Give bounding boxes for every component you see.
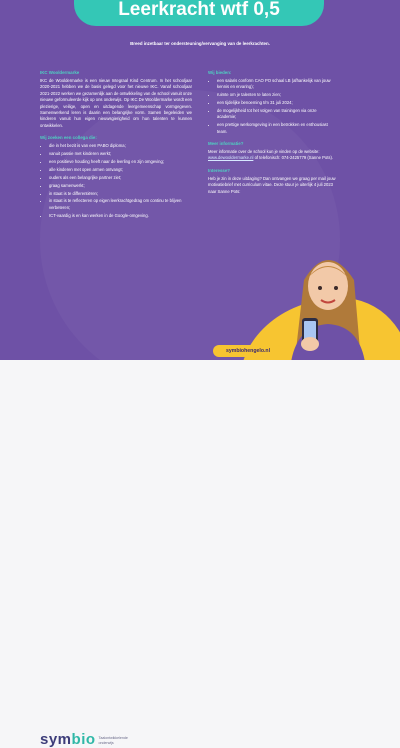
offer-heading: Wij bieden:	[208, 70, 232, 75]
looking-heading: Wij zoeken een collega die:	[40, 135, 97, 141]
list-item: • ICT-vaardig is en kan werken in de Google-omgeving.	[49, 213, 192, 219]
offer-list	[208, 78, 336, 135]
school-paragraph: IKC de Wooldermarke is een nieuw Integraal Kind Centrum. In het schooljaar 2020-2021 hebben we de basis gelegd voor het nieuwe IKC. Vanaf schooljaar 2021-2022 werken we gezamenlijk aan de ontwikkeling van de school vanuit onze nieuwe geformuleerde kijk op ons onderwijs. Op IKC De Wooldermarke wordt een plezierige, veilige, open en uitdagende leergemeenschap vormgegeven. Samenwerkend leren is daarin een belangrijke vorm. Samen begeleiden we kinderen vanuit hun eigen nieuwsgierigheid om hun talenten te kunnen ontwikkelen.	[40, 77, 193, 128]
list-item: • de mogelijkheid tot het volgen van trainingen via onze academie;	[217, 108, 336, 121]
website-link[interactable]: www.dewooldermarke.nl	[208, 155, 254, 161]
info-paragraph	[208, 149, 336, 162]
looking-list	[40, 143, 192, 219]
list-item: • een salaris conform CAO PO schaal LB (afhankelijk van jouw kennis en ervaring);	[217, 78, 336, 91]
logo-wordmark: symbio	[40, 731, 96, 748]
website-badge[interactable]: symbiohengelo.nl	[213, 345, 283, 357]
list-item: • die in het bezit is van een PABO diploma;	[49, 143, 192, 149]
logo-tagline: Taalontwikkelende onderwijs	[98, 736, 128, 745]
footer	[0, 360, 400, 748]
info-text-after: of telefonisch: 074-2425779 (Sanne Pots).	[254, 155, 334, 161]
left-column	[40, 70, 192, 225]
poster-subtitle: Breed inzetbaar ter ondersteuning/vervanging van de leerkrachten.	[130, 41, 270, 46]
vacancy-poster	[0, 0, 400, 360]
list-item: • in staat is te differentiëren;	[49, 191, 192, 197]
school-heading: IKC Wooldermarke	[40, 70, 80, 75]
list-item: • ouders als een belangrijke partner ziet;	[49, 175, 192, 181]
list-item: • een prettige werkomgeving in een betrokken en enthousiast team.	[217, 122, 336, 135]
info-heading: Meer informatie?	[208, 141, 244, 147]
right-column	[208, 70, 336, 198]
interest-heading: Interesse?	[208, 167, 230, 173]
list-item: • een positieve houding heeft naar de leerling en zijn omgeving;	[49, 159, 192, 165]
list-item: • graag samenwerkt;	[49, 183, 192, 189]
list-item: • alle kinderen met open armen ontvangt;	[49, 167, 192, 173]
list-item: • vanuit passie met kinderen werkt;	[49, 151, 192, 157]
list-item: • een tijdelijke benoeming t/m 31 juli 2024;	[217, 100, 336, 106]
title-banner	[74, 0, 324, 26]
list-item: • ruimte om je talenten te laten zien;	[217, 92, 336, 98]
list-item: • in staat is te reflecteren op eigen leerkrachtgedrag om continu te blijven verbeteren;	[49, 198, 192, 211]
poster-title: Leerkracht wtf 0,5	[118, 0, 280, 20]
symbio-logo	[40, 731, 128, 748]
info-text-before: Meer informatie over de school kun je vinden op de website:	[208, 149, 320, 155]
interest-paragraph: Heb je zin in deze uitdaging? Dan ontvangen we graag per mail jouw motivatiebrief met curriculum vitae. Deze stuur je uiterlijk 4 juli 2023 naar Sanne Pots:	[208, 175, 336, 194]
girl-with-phone-illustration	[268, 240, 388, 360]
